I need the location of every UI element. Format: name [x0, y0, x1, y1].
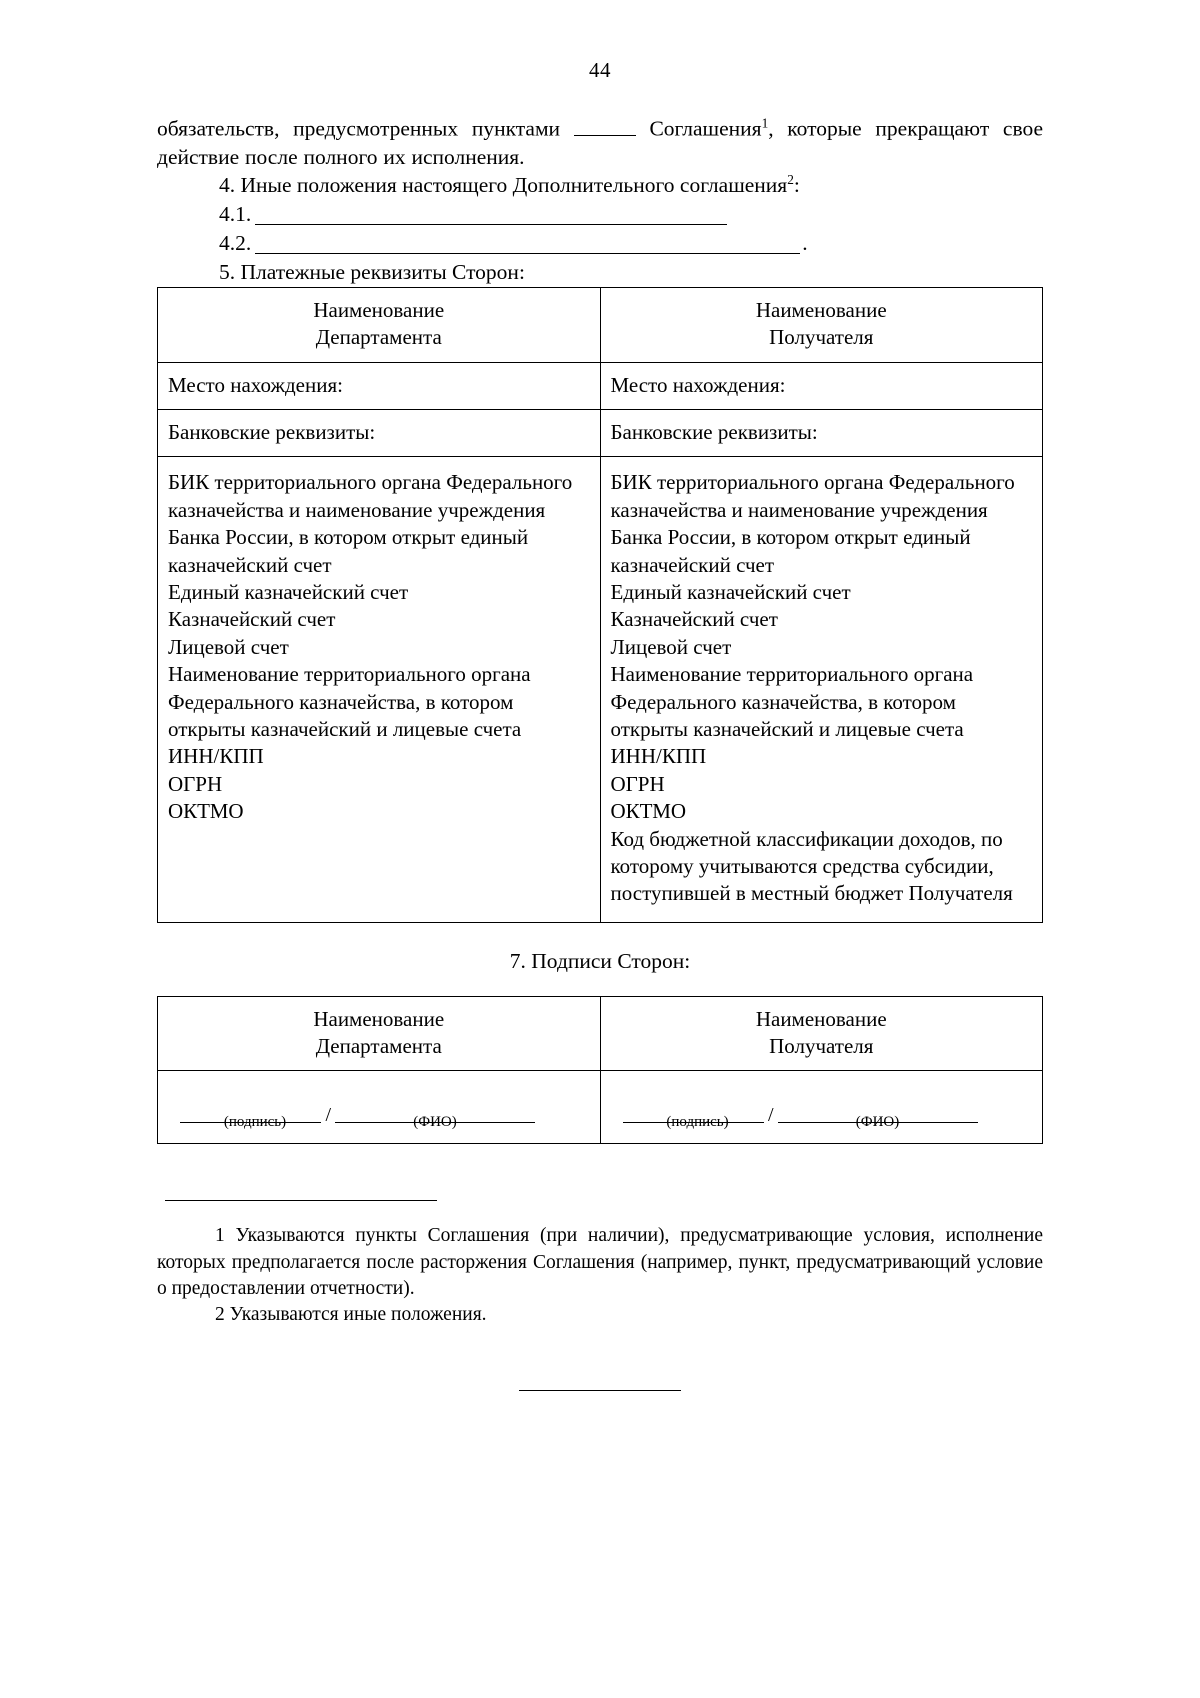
footnote-2: 2 Указываются иные положения. [215, 1303, 487, 1325]
header-recipient-line2: Получателя [769, 325, 874, 350]
table-row-header [158, 287, 1043, 362]
table-row-header [158, 996, 1043, 1071]
cell-details-right [600, 457, 1043, 922]
table-row-details [158, 457, 1043, 922]
item-4-text: 4. Иные положения настоящего Дополнительного соглашения [219, 172, 788, 197]
detail-line: Наименование территориального органа Федерального казначейства, в котором открыты казначейский и лицевые счета [168, 662, 531, 741]
header-cell-department [158, 287, 601, 362]
cell-bank-left: Банковские реквизиты: [158, 410, 601, 457]
detail-line: Код бюджетной классификации доходов, по которому учитываются средства субсидии, поступившей в местный бюджет Получателя [610, 826, 1013, 906]
detail-line: Лицевой счет [168, 634, 289, 659]
footnote-separator [165, 1200, 437, 1201]
signatures-table [157, 996, 1043, 1145]
detail-line: ОКТМО [610, 799, 687, 824]
cell-bank-right: Банковские реквизиты: [600, 410, 1043, 457]
signature-block-department [158, 1071, 600, 1143]
header-cell-recipient [600, 287, 1043, 362]
footnote-ref-2[interactable]: 2 [787, 171, 794, 187]
signature-cell-recipient [600, 1071, 1043, 1144]
inline-blank-points[interactable] [574, 113, 636, 136]
label-fio: (ФИО) [413, 1114, 457, 1131]
paragraph-text-part2: Соглашения [649, 116, 762, 141]
detail-line: ОКТМО [168, 799, 244, 824]
label-signature: (подпись) [666, 1114, 729, 1131]
cell-details-left [158, 457, 601, 922]
header-recipient-line1: Наименование [755, 297, 887, 322]
paragraph-text-part1: обязательств, предусмотренных пунктами [157, 116, 561, 141]
detail-line: Лицевой счет [610, 634, 732, 659]
paragraph-continuation [157, 113, 1043, 171]
sign-header-recipient-line1: Наименование [755, 1006, 887, 1031]
signature-labels-recipient [623, 1113, 983, 1133]
sign-header-department [158, 996, 601, 1071]
signature-slash: / [767, 1104, 774, 1127]
item-4-1-number: 4.1. [219, 201, 252, 226]
footnotes-block [157, 1223, 1043, 1328]
footnote-1: 1 Указываются пункты Соглашения (при наличии), предусматривающие условия, исполнение которых предполагается после расторжения Соглашения (например, пункт, предусматривающий условие о предоставлении отчетности). [157, 1225, 1043, 1299]
header-department-line1: Наименование [313, 297, 445, 322]
signature-slash: / [325, 1104, 332, 1127]
detail-line: Казначейский счет [168, 607, 336, 632]
cell-location-right: Место нахождения: [600, 362, 1043, 409]
item-4-2-number: 4.2. [219, 230, 252, 255]
item-4-colon: : [793, 172, 800, 197]
detail-line: БИК территориального органа Федерального казначейства и наименование учреждения Банка России, в котором открыт единый казначейский счет [168, 470, 573, 577]
payment-requisites-table [157, 287, 1043, 923]
item-4 [157, 171, 1043, 200]
detail-line: Казначейский счет [610, 607, 778, 632]
table-row-signature [158, 1071, 1043, 1144]
signature-cell-department [158, 1071, 601, 1144]
signature-block-recipient [601, 1071, 1043, 1143]
paragraph-text-part3: , которые прекращают свое действие после полного их исполнения. [157, 116, 1044, 169]
item-4-1-blank[interactable] [255, 224, 727, 225]
cell-location-left: Место нахождения: [158, 362, 601, 409]
header-department-line2: Департамента [315, 325, 442, 350]
detail-line: БИК территориального органа Федерального казначейства и наименование учреждения Банка России, в котором открыт единый казначейский счет [610, 470, 1015, 577]
detail-line: ОГРН [168, 771, 223, 796]
sign-header-department-line2: Департамента [315, 1034, 442, 1059]
item-5: 5. Платежные реквизиты Сторон: [219, 259, 525, 284]
label-fio: (ФИО) [855, 1114, 900, 1131]
table-row-bank [158, 410, 1043, 457]
detail-line: ОГРН [610, 771, 665, 796]
bottom-separator [519, 1390, 681, 1391]
label-signature: (подпись) [223, 1114, 287, 1131]
table-row-location [158, 362, 1043, 409]
detail-line: Наименование территориального органа Федерального казначейства, в котором открыты казначейский и лицевые счета [610, 662, 974, 741]
item-4-2-period: . [802, 230, 808, 255]
sign-header-recipient-line2: Получателя [769, 1034, 874, 1059]
detail-line: ИНН/КПП [610, 744, 707, 769]
sign-header-department-line1: Наименование [313, 1006, 445, 1031]
page-number: 44 [589, 58, 611, 82]
detail-line: ИНН/КПП [168, 744, 264, 769]
item-4-2 [157, 229, 1043, 258]
signatures-title: 7. Подписи Сторон: [509, 948, 691, 973]
detail-line: Единый казначейский счет [168, 580, 409, 604]
footnote-ref-1[interactable]: 1 [761, 115, 769, 131]
item-4-2-blank[interactable] [255, 253, 800, 254]
page-content [157, 83, 1043, 1391]
item-4-1 [157, 200, 1043, 229]
signature-labels-department [180, 1113, 540, 1133]
sign-header-recipient [600, 996, 1043, 1071]
detail-line: Единый казначейский счет [610, 580, 851, 604]
